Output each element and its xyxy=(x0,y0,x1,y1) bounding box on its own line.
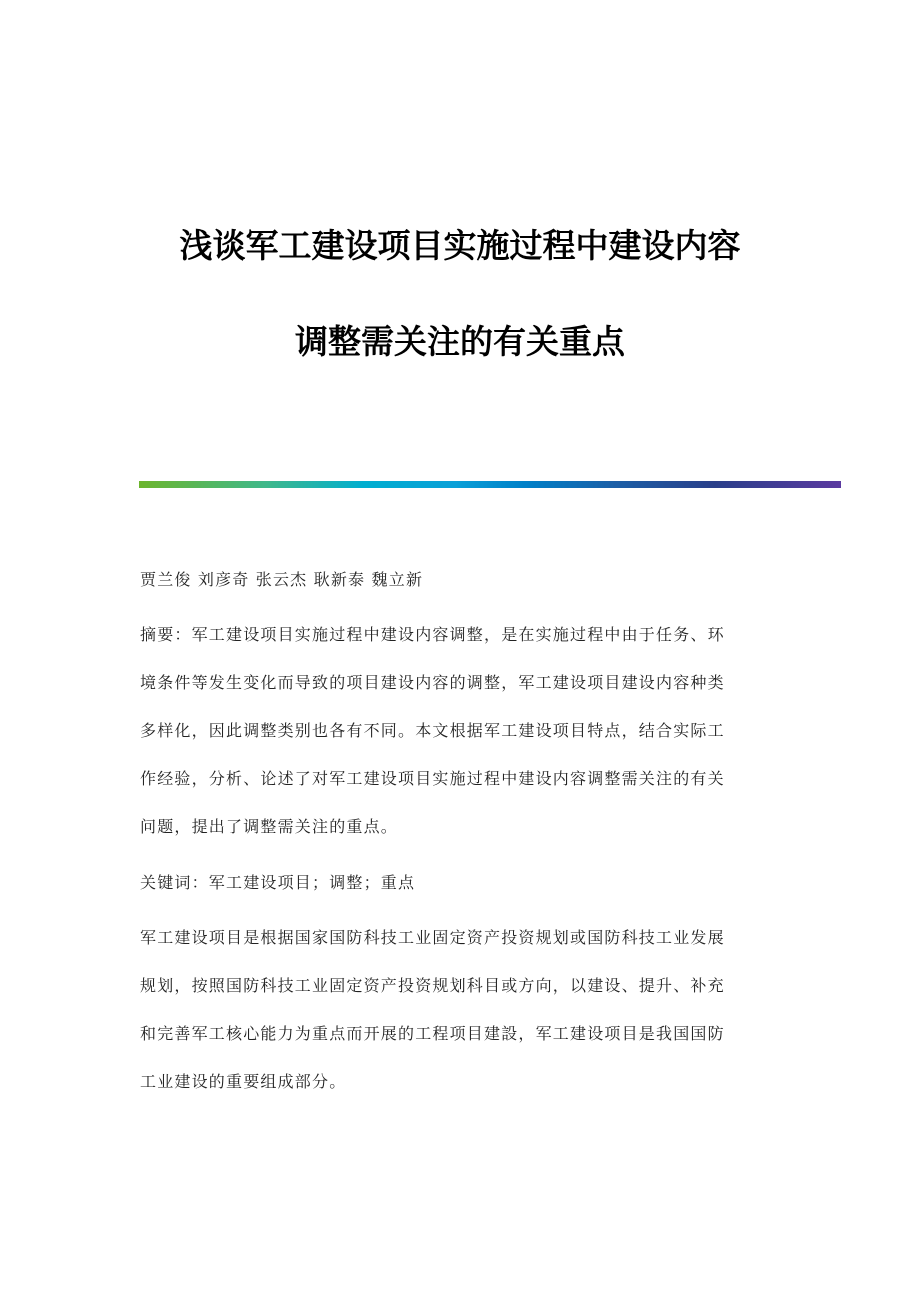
body-line: 工业建设的重要组成部分。 xyxy=(140,1072,347,1091)
gradient-divider xyxy=(139,481,841,488)
body-line: 规划，按照国防科技工业固定资产投资规划科目或方向，以建设、提升、补充 xyxy=(140,976,725,995)
author-list: 贾兰俊 刘彦奇 张云杰 耿新泰 魏立新 xyxy=(140,570,424,589)
body-line: 和完善军工核心能力为重点而开展的工程项目建設，军工建设项目是我国国防 xyxy=(140,1024,725,1043)
body-line: 军工建设项目是根据国家国防科技工业固定资产投资规划或国防科技工业发展 xyxy=(140,928,725,947)
abstract-line: 问题，提出了调整需关注的重点。 xyxy=(140,817,399,836)
body-paragraph xyxy=(140,914,780,1106)
abstract-line: 摘要：军工建设项目实施过程中建设内容调整，是在实施过程中由于任务、环 xyxy=(140,625,725,644)
abstract-line: 作经验，分析、论述了对军工建设项目实施过程中建设内容调整需关注的有关 xyxy=(140,769,725,788)
keywords-line: 关键词：军工建设项目；调整；重点 xyxy=(140,873,416,892)
abstract-line: 境条件等发生变化而导致的项目建设内容的调整，军工建设项目建设内容种类 xyxy=(140,673,725,692)
abstract-paragraph xyxy=(140,611,780,851)
document-title-line-2: 调整需关注的有关重点 xyxy=(295,322,625,361)
abstract-line: 多样化，因此调整类别也各有不同。本文根据军工建设项目特点，结合实际工 xyxy=(140,721,725,740)
document-title-line-1: 浅谈军工建设项目实施过程中建设内容 xyxy=(179,226,741,265)
